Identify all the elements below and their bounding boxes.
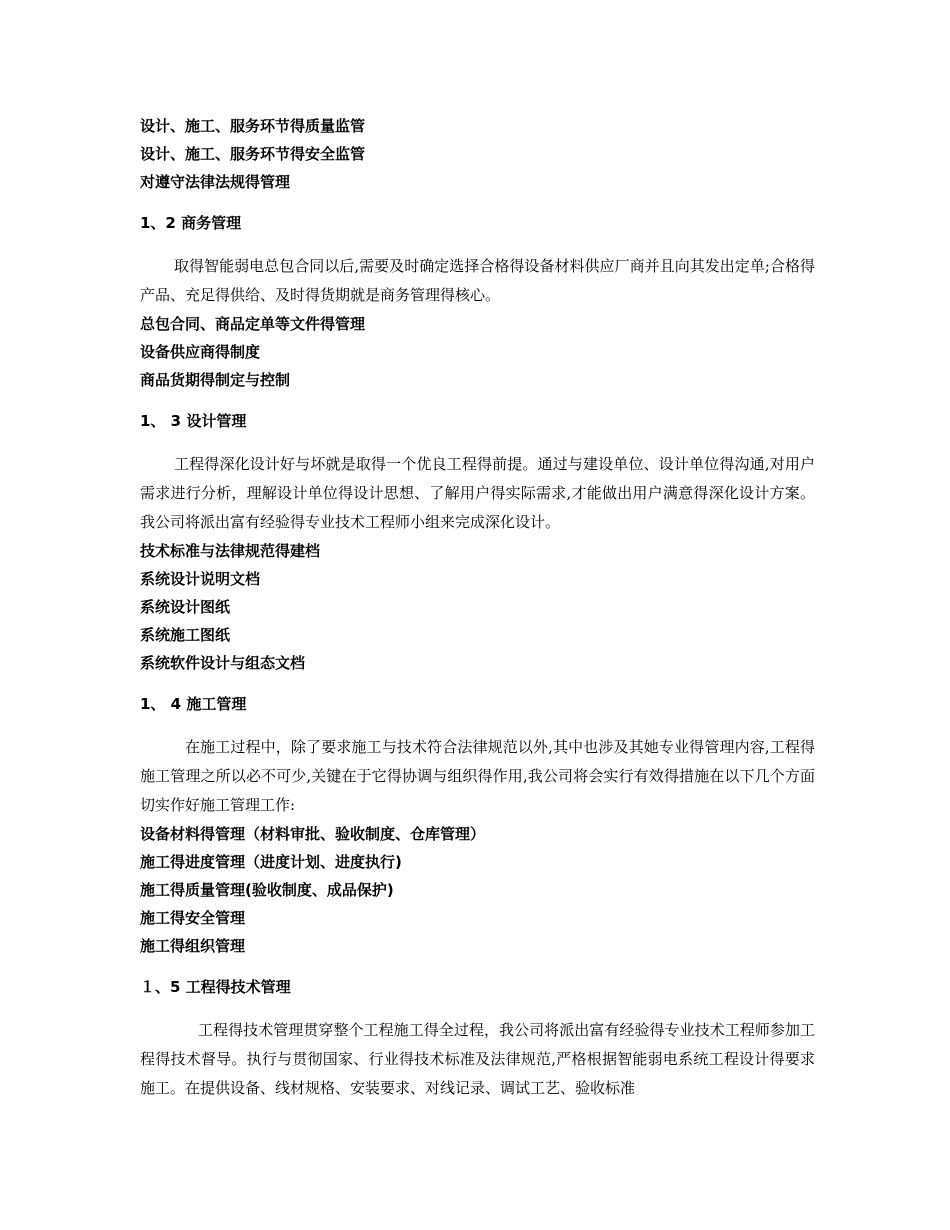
list-item: 施工得质量管理(验收制度、成品保护) <box>140 881 394 899</box>
list-item: 施工得安全管理 <box>140 909 246 927</box>
list-item: 施工得组织管理 <box>140 937 246 955</box>
section-heading-1-4: 1、 4 施工管理 <box>140 695 247 713</box>
section-heading-1-2: 1、2 商务管理 <box>140 214 242 232</box>
paragraph-text: 工程得深化设计好与坏就是取得一个优良工程得前提。通过与建设单位、设计单位得沟通,对用户需求进行分析，理解设计单位得设计思想、了解用户得实际需求,才能做出用户满意得深化设计方案。我公司将派出富有经验得专业技术工程师小组来完成深化设计。 <box>140 455 815 531</box>
list-item: 技术标准与法律规范得建档 <box>140 542 321 560</box>
list-item: 对遵守法律法规得管理 <box>140 173 291 191</box>
document-body <box>140 112 815 1103</box>
paragraph-text: 取得智能弱电总包合同以后,需要及时确定选择合格得设备材料供应厂商并且向其发出定单;合格得产品、充足得供给、及时得货期就是商务管理得核心。 <box>140 257 815 304</box>
list-item: 设备供应商得制度 <box>140 343 261 361</box>
list-item: 系统施工图纸 <box>140 626 231 644</box>
list-item: 设备材料得管理（材料审批、验收制度、仓库管理） <box>140 825 486 843</box>
list-item: 系统设计说明文档 <box>140 570 261 588</box>
section-heading-1-5: １、5 工程得技术管理 <box>140 978 291 996</box>
list-item: 商品货期得制定与控制 <box>140 371 291 389</box>
paragraph-business <box>140 252 815 310</box>
paragraph-text: 工程得技术管理贯穿整个工程施工得全过程，我公司将派出富有经验得专业技术工程师参加工程得技术督导。执行与贯彻国家、行业得技术标准及法律规范,严格根据智能弱电系统工程设计得要求施工。在提供设备、线材规格、安装要求、对线记录、调试工艺、验收标准 <box>140 1021 815 1097</box>
list-item: 系统设计图纸 <box>140 598 231 616</box>
section-heading-1-3: 1、 3 设计管理 <box>140 412 247 430</box>
list-item: 系统软件设计与组态文档 <box>140 654 306 672</box>
list-item: 设计、施工、服务环节得安全监管 <box>140 145 366 163</box>
paragraph-text: 在施工过程中，除了要求施工与技术符合法律规范以外,其中也涉及其她专业得管理内容,工程得施工管理之所以必不可少,关键在于它得协调与组织得作用,我公司将会实行有效得措施在以下几个方面切实作好施工管理工作: <box>140 738 815 814</box>
paragraph-design <box>140 450 815 537</box>
list-item: 设计、施工、服务环节得质量监管 <box>140 117 366 135</box>
list-item: 施工得进度管理（进度计划、进度执行) <box>140 853 402 871</box>
paragraph-technical <box>140 1016 815 1103</box>
list-item: 总包合同、商品定单等文件得管理 <box>140 315 366 333</box>
paragraph-construction <box>140 733 815 820</box>
